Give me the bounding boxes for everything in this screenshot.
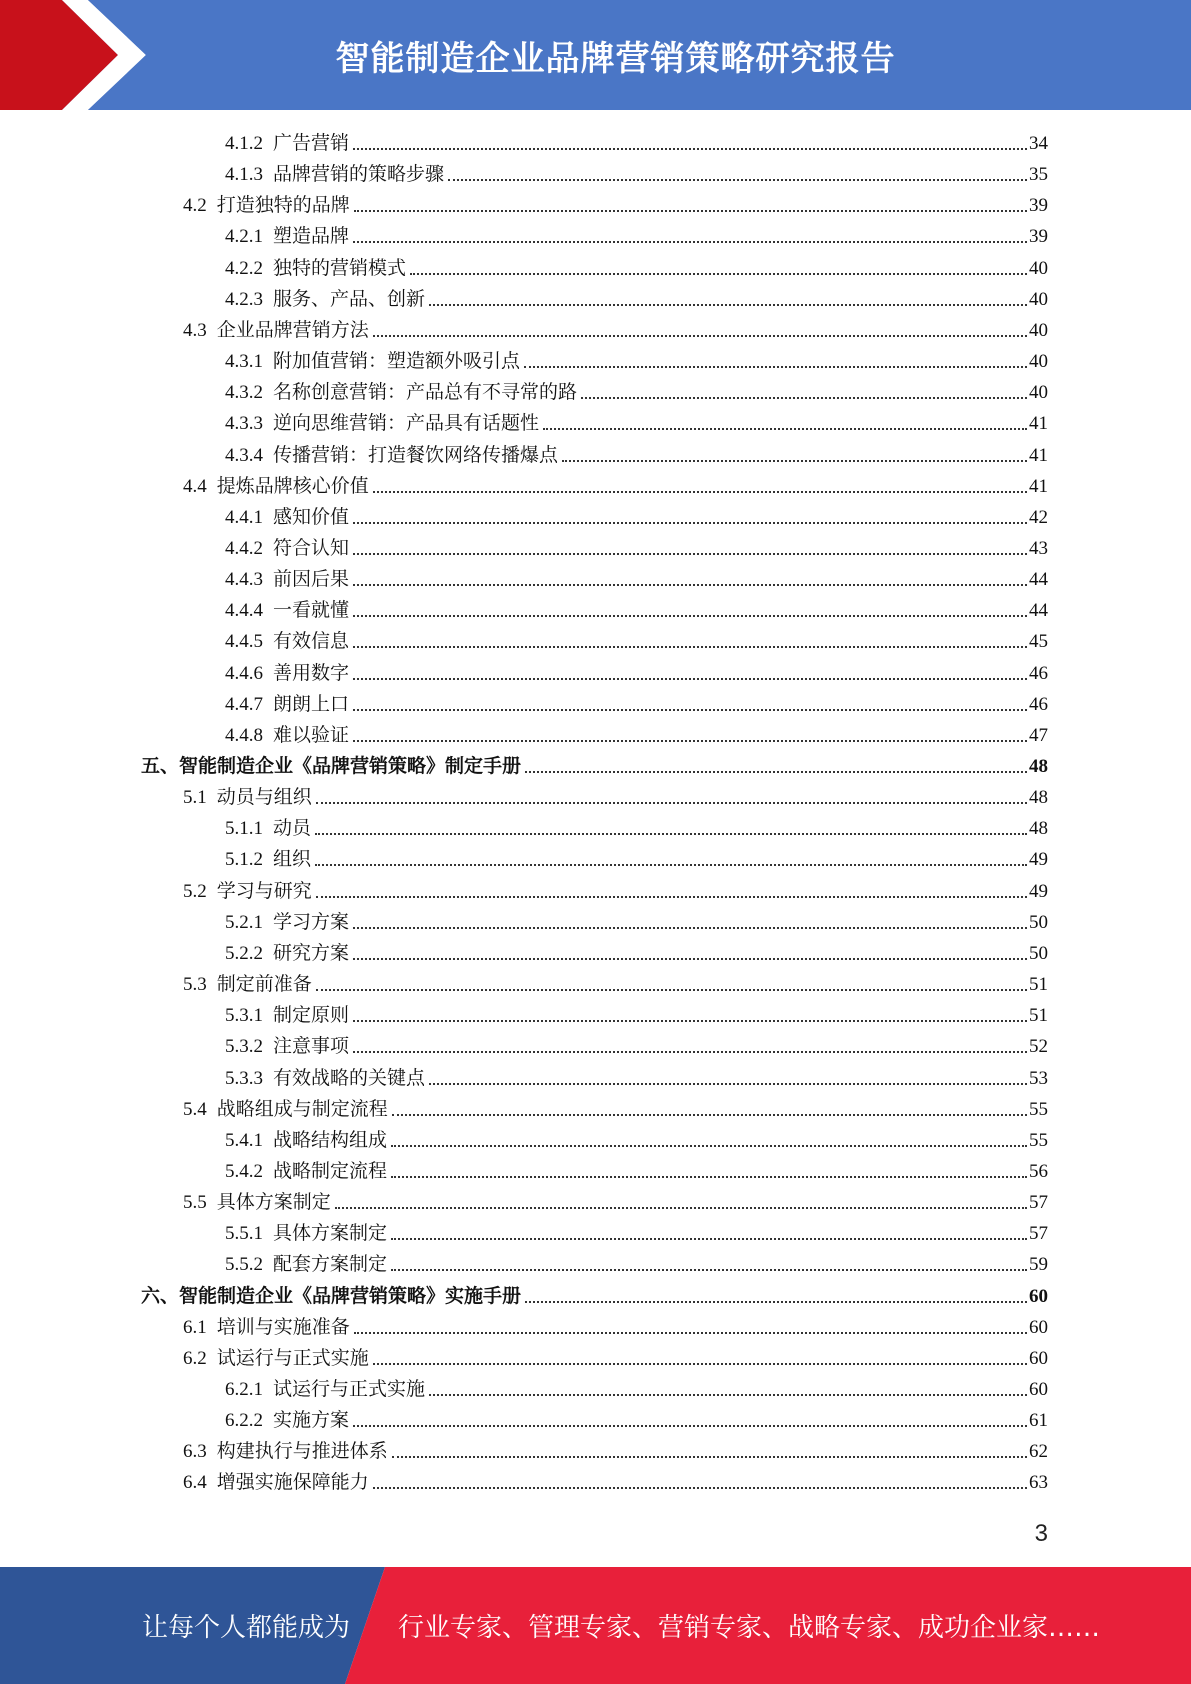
toc-entry[interactable] — [141, 1281, 1048, 1312]
toc-entry-page: 46 — [1029, 662, 1048, 684]
toc-entry-page: 53 — [1029, 1067, 1048, 1089]
toc-entry[interactable] — [183, 190, 1048, 221]
toc-entry[interactable] — [225, 626, 1048, 657]
toc-entry-page: 40 — [1029, 319, 1048, 341]
toc-dot-leader — [353, 1019, 1027, 1022]
toc-entry-page: 39 — [1029, 195, 1048, 217]
toc-entry[interactable] — [183, 1436, 1048, 1467]
page-header — [0, 0, 1191, 110]
toc-entry-title: 难以验证 — [273, 724, 350, 746]
toc-entry-number: 5.1 — [183, 787, 207, 809]
toc-entry[interactable] — [225, 1063, 1048, 1094]
toc-entry-title: 六、智能制造企业《品牌营销策略》实施手册 — [141, 1285, 522, 1307]
toc-dot-leader — [525, 1300, 1027, 1303]
toc-entry-title: 具体方案制定 — [273, 1223, 388, 1245]
toc-entry[interactable] — [225, 658, 1048, 689]
toc-dot-leader — [353, 521, 1027, 524]
toc-dot-leader — [353, 147, 1027, 150]
toc-entry[interactable] — [225, 813, 1048, 844]
toc-entry-title: 动员与组织 — [216, 787, 312, 809]
toc-entry[interactable] — [225, 253, 1048, 284]
toc-entry[interactable] — [141, 751, 1048, 782]
toc-entry-number: 4.4.4 — [225, 600, 263, 622]
toc-dot-leader — [429, 303, 1027, 306]
toc-entry-title: 战略制定流程 — [273, 1160, 388, 1182]
toc-entry[interactable] — [183, 1187, 1048, 1218]
toc-entry-title: 实施方案 — [273, 1410, 350, 1432]
toc-entry-title: 培训与实施准备 — [216, 1316, 350, 1338]
toc-dot-leader — [373, 1486, 1027, 1489]
toc-dot-leader — [581, 396, 1027, 399]
toc-entry[interactable] — [225, 1218, 1048, 1249]
toc-entry-number: 5.3 — [183, 974, 207, 996]
toc-entry-page: 55 — [1029, 1098, 1048, 1120]
toc-entry[interactable] — [225, 595, 1048, 626]
toc-entry[interactable] — [183, 471, 1048, 502]
toc-entry-number: 4.4.3 — [225, 569, 263, 591]
toc-entry-page: 44 — [1029, 569, 1048, 591]
toc-entry-number: 5.5.1 — [225, 1223, 263, 1245]
toc-dot-leader — [562, 459, 1027, 462]
toc-entry-title: 战略组成与制定流程 — [216, 1098, 388, 1120]
toc-entry-title: 构建执行与推进体系 — [216, 1441, 388, 1463]
toc-entry[interactable] — [225, 1249, 1048, 1280]
toc-dot-leader — [353, 614, 1027, 617]
toc-entry-page: 60 — [1029, 1379, 1048, 1400]
toc-dot-leader — [391, 1237, 1027, 1240]
toc-entry-number: 5.4 — [183, 1098, 207, 1120]
toc-entry-title: 研究方案 — [273, 942, 350, 964]
toc-entry-page: 50 — [1029, 942, 1048, 964]
toc-entry-number: 6.1 — [183, 1316, 207, 1338]
toc-entry-page: 55 — [1029, 1129, 1048, 1151]
toc-entry[interactable] — [183, 1467, 1048, 1498]
toc-dot-leader — [391, 1268, 1027, 1271]
toc-entry-page: 61 — [1029, 1410, 1048, 1432]
toc-entry-title: 注意事项 — [273, 1036, 350, 1058]
toc-entry-number: 4.4.5 — [225, 631, 263, 653]
toc-dot-leader — [353, 583, 1027, 586]
toc-entry-page: 63 — [1029, 1472, 1048, 1494]
toc-entry-title: 独特的营销模式 — [273, 257, 407, 279]
toc-entry-number: 5.5 — [183, 1192, 207, 1214]
toc-dot-leader — [353, 552, 1027, 555]
toc-entry-number: 6.3 — [183, 1441, 207, 1463]
toc-entry-page: 45 — [1029, 631, 1048, 653]
footer-slogan-left: 让每个人都能成为 — [142, 1613, 351, 1643]
toc-entry-page: 50 — [1029, 911, 1048, 933]
toc-entry[interactable] — [183, 876, 1048, 907]
toc-entry-title: 打造独特的品牌 — [216, 195, 350, 217]
toc-dot-leader — [353, 957, 1027, 960]
toc-entry-number: 4.4.1 — [225, 506, 263, 528]
toc-entry-title: 逆向思维营销：产品具有话题性 — [273, 413, 540, 435]
toc-dot-leader — [429, 1393, 1027, 1396]
toc-entry-number: 4.4.8 — [225, 724, 263, 746]
toc-dot-leader — [373, 1362, 1027, 1365]
page-footer — [0, 1567, 1191, 1684]
toc-entry-number: 5.2 — [183, 880, 207, 902]
page-number: 3 — [1034, 1520, 1048, 1547]
toc-entry-page: 49 — [1029, 849, 1048, 871]
toc-entry-number: 4.2 — [183, 195, 207, 217]
toc-entry[interactable] — [225, 1000, 1048, 1031]
toc-entry-page: 48 — [1029, 818, 1048, 840]
toc-entry-page: 35 — [1029, 164, 1048, 186]
toc-entry-page: 47 — [1029, 724, 1048, 746]
toc-entry-title: 符合认知 — [273, 537, 350, 559]
toc-dot-leader — [373, 490, 1027, 493]
toc-entry-title: 具体方案制定 — [216, 1192, 331, 1214]
toc-entry-number: 4.4.7 — [225, 693, 263, 715]
toc-entry-page: 48 — [1029, 756, 1048, 777]
toc-entry-number: 4.1.3 — [225, 164, 263, 186]
toc-dot-leader — [524, 365, 1027, 368]
toc-entry-title: 企业品牌营销方法 — [216, 319, 369, 341]
toc-entry-page: 43 — [1029, 537, 1048, 559]
toc-entry[interactable] — [225, 1156, 1048, 1187]
toc-entry-page: 57 — [1029, 1223, 1048, 1245]
toc-dot-leader — [353, 708, 1027, 711]
toc-entry-number: 6.2 — [183, 1347, 207, 1369]
toc-entry-title: 广告营销 — [273, 133, 350, 154]
toc-entry-page: 59 — [1029, 1254, 1048, 1276]
toc-entry-title: 学习方案 — [273, 911, 350, 933]
toc-dot-leader — [354, 209, 1027, 212]
toc-entry-number: 5.4.2 — [225, 1160, 263, 1182]
toc-dot-leader — [410, 272, 1027, 275]
toc-entry-title: 名称创意营销：产品总有不寻常的路 — [273, 382, 578, 404]
toc-entry-page: 41 — [1029, 475, 1048, 497]
toc-entry-title: 试运行与正式实施 — [216, 1347, 369, 1369]
toc-entry-page: 41 — [1029, 444, 1048, 466]
toc-entry[interactable] — [225, 1374, 1048, 1405]
toc-entry-page: 56 — [1029, 1160, 1048, 1182]
toc-entry[interactable] — [183, 1343, 1048, 1374]
toc-entry-title: 感知价值 — [273, 506, 350, 528]
toc-entry-title: 一看就懂 — [273, 600, 350, 622]
toc-entry-page: 41 — [1029, 413, 1048, 435]
chevron-arrow-icon — [0, 0, 150, 110]
toc-dot-leader — [315, 863, 1027, 866]
toc-entry[interactable] — [225, 1031, 1048, 1062]
toc-dot-leader — [448, 178, 1027, 181]
toc-entry-number: 4.2.1 — [225, 226, 263, 248]
toc-dot-leader — [353, 645, 1027, 648]
toc-entry-number: 5.2.2 — [225, 942, 263, 964]
toc-dot-leader — [373, 334, 1027, 337]
toc-entry-page: 46 — [1029, 693, 1048, 715]
toc-entry-title: 服务、产品、创新 — [273, 288, 426, 310]
toc-entry-number: 5.2.1 — [225, 911, 263, 933]
toc-dot-leader — [353, 926, 1027, 929]
toc-dot-leader — [391, 1175, 1027, 1178]
toc-entry-page: 48 — [1029, 787, 1048, 809]
toc-entry[interactable] — [225, 408, 1048, 439]
toc-entry-title: 制定原则 — [273, 1005, 350, 1027]
toc-entry-page: 60 — [1029, 1347, 1048, 1369]
toc-entry-page: 51 — [1029, 1005, 1048, 1027]
toc-entry-page: 60 — [1029, 1285, 1048, 1307]
toc-entry-title: 动员 — [273, 818, 312, 840]
toc-entry-number: 6.2.1 — [225, 1379, 263, 1400]
footer-slogan-right: 行业专家、管理专家、营销专家、战略专家、成功企业家…… — [398, 1613, 1101, 1643]
toc-entry[interactable] — [225, 907, 1048, 938]
toc-entry-number: 5.3.2 — [225, 1036, 263, 1058]
toc-entry[interactable] — [225, 346, 1048, 377]
toc-entry[interactable] — [225, 128, 1048, 159]
toc-entry-title: 试运行与正式实施 — [273, 1379, 426, 1400]
toc-entry-number: 4.4 — [183, 475, 207, 497]
toc-entry[interactable] — [225, 284, 1048, 315]
toc-dot-leader — [353, 677, 1027, 680]
toc-entry-page: 52 — [1029, 1036, 1048, 1058]
toc-entry-number: 6.4 — [183, 1472, 207, 1494]
toc-entry[interactable] — [225, 720, 1048, 751]
toc-entry-number: 5.5.2 — [225, 1254, 263, 1276]
toc-dot-leader — [392, 1455, 1027, 1458]
toc-entry-page: 49 — [1029, 880, 1048, 902]
toc-entry[interactable] — [225, 1125, 1048, 1156]
toc-entry-number: 6.2.2 — [225, 1410, 263, 1432]
toc-entry-title: 战略结构组成 — [273, 1129, 388, 1151]
toc-entry-number: 4.3.4 — [225, 444, 263, 466]
toc-entry-page: 51 — [1029, 974, 1048, 996]
toc-entry[interactable] — [183, 1312, 1048, 1343]
toc-entry-title: 学习与研究 — [216, 880, 312, 902]
toc-dot-leader — [543, 427, 1027, 430]
toc-dot-leader — [353, 1424, 1027, 1427]
toc-dot-leader — [316, 801, 1027, 804]
toc-entry-number: 4.3 — [183, 319, 207, 341]
toc-entry-title: 朗朗上口 — [273, 693, 350, 715]
toc-entry-number: 5.3.1 — [225, 1005, 263, 1027]
toc-entry-title: 前因后果 — [273, 569, 350, 591]
toc-entry[interactable] — [183, 969, 1048, 1000]
toc-entry-page: 60 — [1029, 1316, 1048, 1338]
toc-entry-number: 4.3.2 — [225, 382, 263, 404]
toc-entry-title: 传播营销：打造餐饮网络传播爆点 — [273, 444, 559, 466]
toc-entry-number: 4.1.2 — [225, 133, 263, 154]
toc-entry[interactable] — [225, 221, 1048, 252]
toc-entry[interactable] — [225, 689, 1048, 720]
toc-entry-title: 配套方案制定 — [273, 1254, 388, 1276]
toc-entry[interactable] — [225, 533, 1048, 564]
toc-entry-page: 40 — [1029, 382, 1048, 404]
toc-entry[interactable] — [183, 315, 1048, 346]
toc-entry[interactable] — [225, 844, 1048, 875]
toc-entry-page: 44 — [1029, 600, 1048, 622]
toc-entry[interactable] — [225, 440, 1048, 471]
toc-dot-leader — [354, 1331, 1027, 1334]
report-title: 智能制造企业品牌营销策略研究报告 — [335, 38, 896, 79]
toc-entry-page: 40 — [1029, 288, 1048, 310]
toc-dot-leader — [353, 1050, 1027, 1053]
toc-entry-number: 4.3.1 — [225, 351, 263, 373]
toc-dot-leader — [429, 1082, 1027, 1085]
toc-entry[interactable] — [225, 377, 1048, 408]
toc-entry-title: 五、智能制造企业《品牌营销策略》制定手册 — [141, 756, 522, 777]
toc-entry[interactable] — [183, 782, 1048, 813]
toc-entry-number: 4.2.3 — [225, 288, 263, 310]
toc-entry-title: 制定前准备 — [216, 974, 312, 996]
toc-dot-leader — [335, 1206, 1027, 1209]
toc-entry-page: 57 — [1029, 1192, 1048, 1214]
toc-entry-number: 5.4.1 — [225, 1129, 263, 1151]
toc-entry-title: 有效信息 — [273, 631, 350, 653]
toc-entry-title: 塑造品牌 — [273, 226, 350, 248]
toc-entry-page: 40 — [1029, 351, 1048, 373]
toc-entry-number: 4.4.2 — [225, 537, 263, 559]
toc-entry-page: 40 — [1029, 257, 1048, 279]
toc-entry-page: 62 — [1029, 1441, 1048, 1463]
toc-entry[interactable] — [183, 1094, 1048, 1125]
toc-entry-title: 有效战略的关键点 — [273, 1067, 426, 1089]
toc-entry-page: 39 — [1029, 226, 1048, 248]
toc-entry-number: 5.3.3 — [225, 1067, 263, 1089]
toc-entry[interactable] — [225, 1405, 1048, 1436]
toc-entry[interactable] — [225, 938, 1048, 969]
toc-dot-leader — [391, 1144, 1027, 1147]
toc-entry-title: 善用数字 — [273, 662, 350, 684]
toc-entry[interactable] — [225, 159, 1048, 190]
toc-dot-leader — [316, 988, 1027, 991]
toc-entry-number: 5.1.1 — [225, 818, 263, 840]
toc-entry[interactable] — [225, 502, 1048, 533]
toc-entry-number: 4.3.3 — [225, 413, 263, 435]
toc-dot-leader — [353, 240, 1027, 243]
toc-dot-leader — [392, 1113, 1027, 1116]
toc-entry-page: 34 — [1029, 133, 1048, 154]
toc-dot-leader — [353, 739, 1027, 742]
toc-entry-number: 4.2.2 — [225, 257, 263, 279]
toc-dot-leader — [525, 770, 1027, 773]
toc-entry-title: 提炼品牌核心价值 — [216, 475, 369, 497]
toc-entry-number: 5.1.2 — [225, 849, 263, 871]
toc-dot-leader — [316, 895, 1027, 898]
toc-entry[interactable] — [225, 564, 1048, 595]
toc-entry-title: 增强实施保障能力 — [216, 1472, 369, 1494]
toc-entry-title: 品牌营销的策略步骤 — [273, 164, 445, 186]
toc-dot-leader — [315, 832, 1027, 835]
toc-entry-page: 42 — [1029, 506, 1048, 528]
toc-entry-title: 组织 — [273, 849, 312, 871]
toc-entry-number: 4.4.6 — [225, 662, 263, 684]
toc-entry-title: 附加值营销：塑造额外吸引点 — [273, 351, 521, 373]
